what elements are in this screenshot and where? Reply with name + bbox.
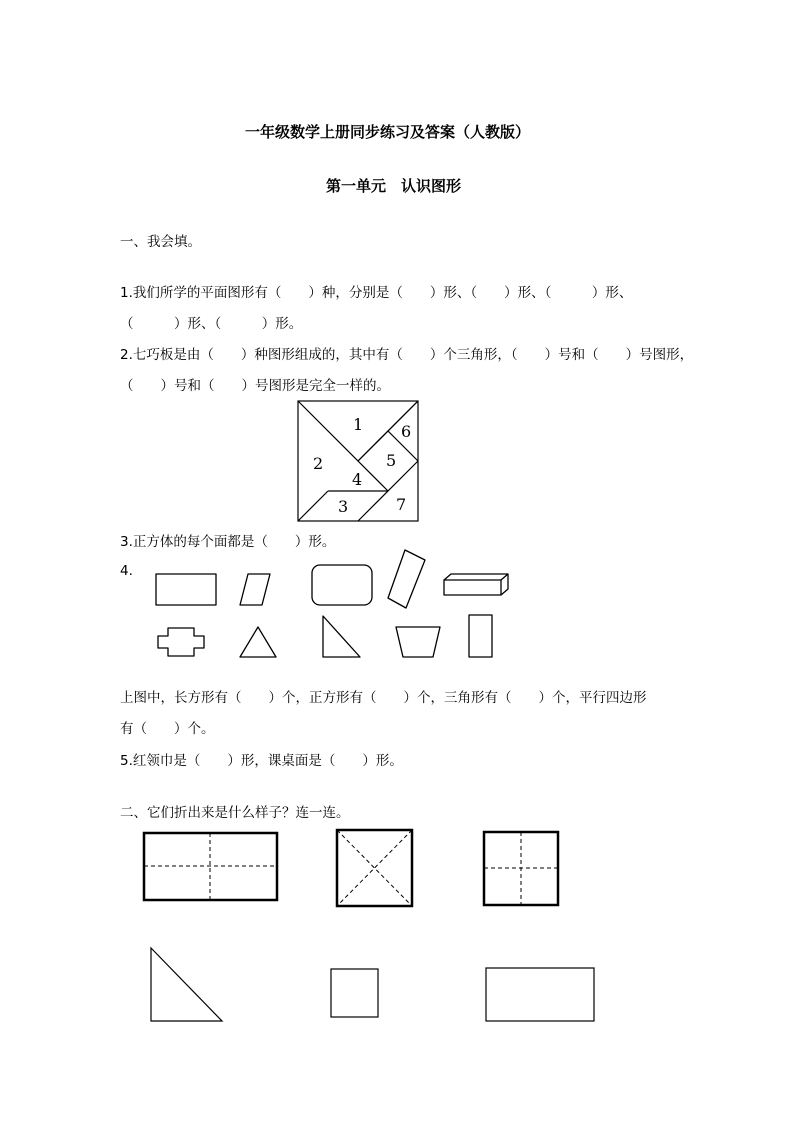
result-rectangle (486, 968, 594, 1021)
folded-rectangle (144, 833, 277, 900)
q4-rounded-rectangle (312, 565, 372, 605)
folded-square-diagonals (337, 830, 412, 906)
question-3: 3.正方体的每个面都是（ ）形。 (120, 534, 336, 550)
tangram-label-4: 4 (352, 470, 363, 489)
question-2-line-2: （ ）号和（ ）号图形是完全一样的。 (120, 378, 390, 394)
document-title: 一年级数学上册同步练习及答案（人教版） (245, 123, 531, 141)
unit-title: 第一单元 认识图形 (326, 177, 462, 195)
q4-parallelogram (240, 574, 270, 605)
tangram-label-1: 1 (353, 415, 364, 434)
tangram-label-5: 5 (386, 451, 397, 470)
section1-heading: 一、我会填。 (120, 234, 201, 250)
q4-right-triangle (323, 616, 360, 657)
q4-tall-rectangle (469, 615, 492, 657)
question-4-label: 4. (120, 563, 133, 579)
tangram-label-2: 2 (313, 454, 324, 473)
q4-tilted-rectangle (388, 550, 425, 608)
tangram-label-6: 6 (401, 422, 412, 441)
question-2-line-1: 2.七巧板是由（ ）种图形组成的，其中有（ ）个三角形，（ ）号和（ ）号图形， (120, 347, 694, 363)
result-right-triangle (151, 948, 222, 1021)
folded-square-quarters (484, 832, 558, 905)
tangram-label-3: 3 (338, 497, 349, 516)
question-4-line-2: 有（ ）个。 (120, 721, 215, 737)
q4-trapezoid (396, 627, 440, 657)
section2-heading: 二、它们折出来是什么样子？连一连。 (120, 805, 350, 821)
q4-rectangle (156, 574, 216, 605)
question-4-line-1: 上图中，长方形有（ ）个，正方形有（ ）个，三角形有（ ）个，平行四边形 (120, 690, 647, 706)
result-small-square (331, 969, 378, 1017)
q4-cuboid (444, 574, 508, 595)
q4-cross-shape (158, 628, 204, 656)
question-5: 5.红领巾是（ ）形，课桌面是（ ）形。 (120, 753, 403, 769)
question-1-line-1: 1.我们所学的平面图形有（ ）种，分别是（ ）形、（ ）形、（ ）形、 (120, 285, 633, 301)
question-1-line-2: （ ）形、（ ）形。 (120, 316, 303, 332)
q4-triangle (240, 627, 276, 657)
tangram-label-7: 7 (396, 495, 407, 514)
